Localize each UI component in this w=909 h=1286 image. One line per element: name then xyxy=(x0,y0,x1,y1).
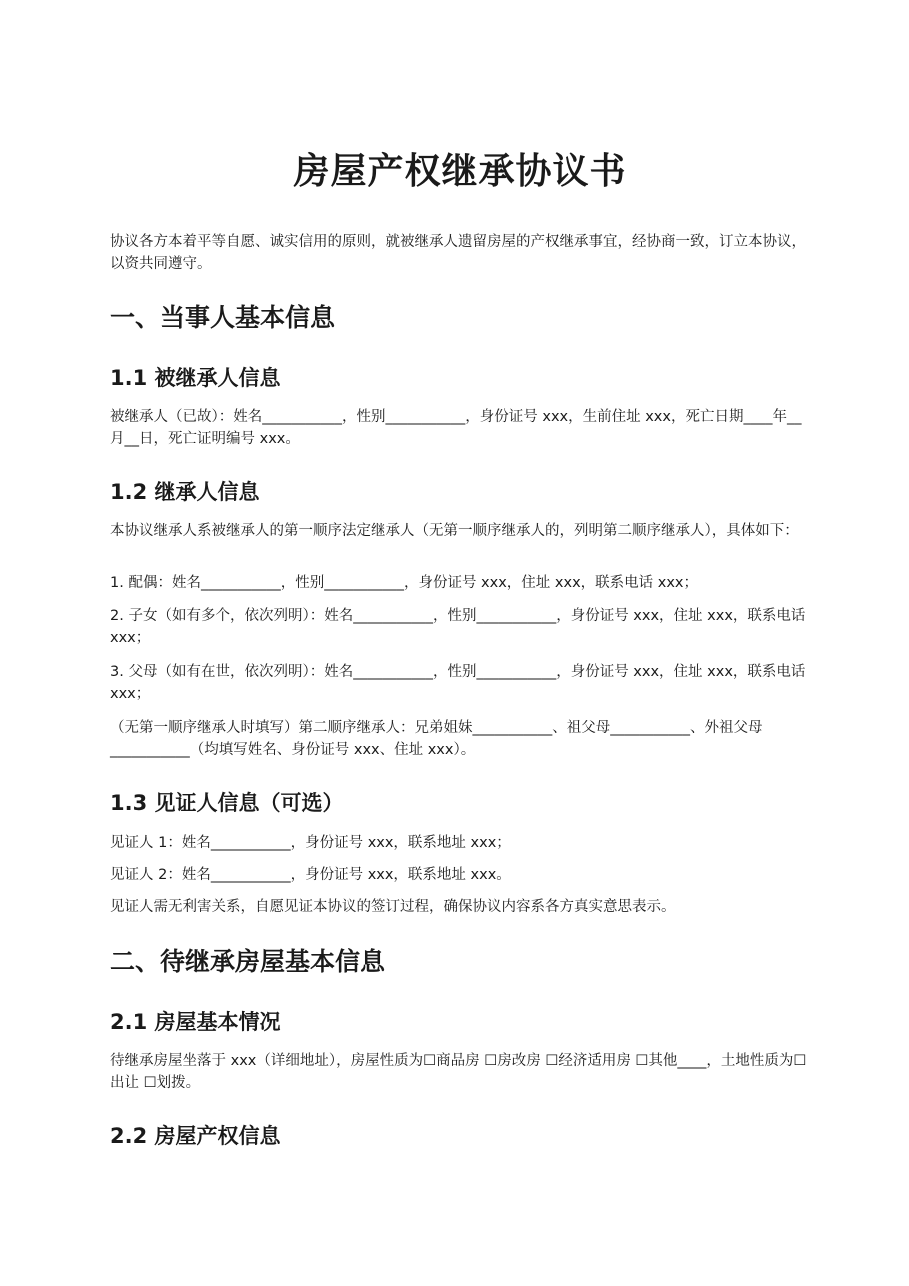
section-1-2-heading: 1.2 继承人信息 xyxy=(110,480,260,504)
heir-item-spouse: 1. 配偶：姓名___________，性别___________，身份证号 xxx，住址 xxx，联系电话 xxx； xyxy=(110,575,698,591)
section-2-heading: 二、待继承房屋基本信息 xyxy=(110,947,386,976)
section-1-heading: 一、当事人基本信息 xyxy=(110,303,336,332)
intro-paragraph: 协议各方本着平等自愿、诚实信用的原则，就被继承人遗留房屋的产权继承事宜，经协商一致，订立本协议，以资共同遵守。 xyxy=(110,234,806,272)
decedent-info-paragraph: 被继承人（已故）：姓名___________，性别___________，身份证号 xxx，生前住址 xxx，死亡日期____年__月__日，死亡证明编号 xxx。 xyxy=(110,409,802,447)
heir-item-children: 2. 子女（如有多个，依次列明）：姓名___________，性别___________，身份证号 xxx，住址 xxx，联系电话 xxx； xyxy=(110,608,811,646)
section-2-2-heading: 2.2 房屋产权信息 xyxy=(110,1124,281,1148)
second-order-heirs-paragraph: （无第一顺序继承人时填写）第二顺序继承人：兄弟姐妹___________、祖父母___________、外祖父母___________（均填写姓名、身份证号 xxx、住址 xxx）。 xyxy=(110,720,763,758)
house-basic-paragraph: 待继承房屋坐落于 xxx（详细地址），房屋性质为☐商品房 ☐房改房 ☐经济适用房 ☐其他____，土地性质为☐出让 ☐划拨。 xyxy=(110,1053,807,1091)
section-1-3-heading: 1.3 见证人信息（可选） xyxy=(110,791,344,815)
witness-1-paragraph: 见证人 1：姓名___________，身份证号 xxx，联系地址 xxx； xyxy=(110,835,511,851)
heirs-intro-paragraph: 本协议继承人系被继承人的第一顺序法定继承人（无第一顺序继承人的，列明第二顺序继承人），具体如下： xyxy=(110,523,799,539)
section-1-1-heading: 1.1 被继承人信息 xyxy=(110,366,281,390)
witness-note-paragraph: 见证人需无利害关系，自愿见证本协议的签订过程，确保协议内容系各方真实意思表示。 xyxy=(110,899,676,915)
witness-2-paragraph: 见证人 2：姓名___________，身份证号 xxx，联系地址 xxx。 xyxy=(110,867,511,883)
heir-item-parents: 3. 父母（如有在世，依次列明）：姓名___________，性别___________，身份证号 xxx，住址 xxx，联系电话 xxx； xyxy=(110,664,811,702)
section-2-1-heading: 2.1 房屋基本情况 xyxy=(110,1010,281,1034)
document-title: 房屋产权继承协议书 xyxy=(293,151,627,192)
